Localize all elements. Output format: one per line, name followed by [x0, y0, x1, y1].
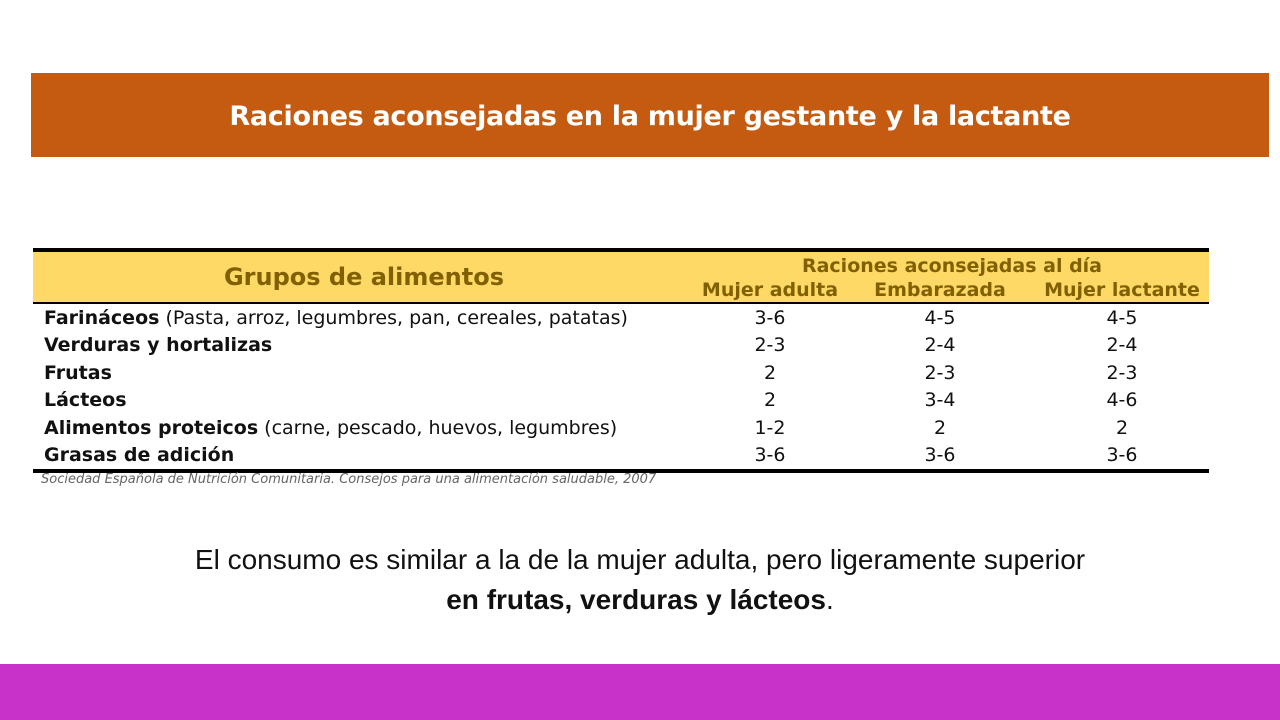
title-banner — [31, 73, 1269, 157]
lactating-value: 2-3 — [1106, 361, 1138, 384]
conclusion-period: . — [825, 584, 834, 615]
food-group-detail: (Pasta, arroz, legumbres, pan, cereales, patatas) — [159, 306, 628, 329]
pregnant-value: 2-3 — [924, 361, 956, 384]
table-body — [33, 303, 1209, 471]
food-group-detail: (carne, pescado, huevos, legumbres) — [258, 416, 618, 439]
food-group-name: Grasas de adición — [44, 444, 235, 467]
conclusion-emphasis: en frutas, verduras y lácteos — [446, 584, 826, 615]
slide-title: Raciones aconsejadas en la mujer gestante y la lactante — [229, 100, 1071, 132]
food-group-name: Farináceos — [44, 306, 160, 329]
food-group-cell — [33, 414, 695, 442]
food-group-name: Verduras y hortalizas — [44, 334, 273, 357]
column-header-lactating: Mujer lactante — [1035, 277, 1209, 303]
lactating-value: 2 — [1115, 416, 1129, 439]
food-group-cell — [33, 332, 695, 360]
table-row — [33, 303, 1209, 332]
pregnant-value: 2-4 — [924, 334, 956, 357]
column-header-pregnant: Embarazada — [845, 277, 1035, 303]
lactating-value: 2-4 — [1106, 334, 1138, 357]
column-header-adult-woman: Mujer adulta — [695, 277, 845, 303]
food-group-cell — [33, 442, 695, 472]
food-group-cell — [33, 359, 695, 387]
table-header — [33, 250, 1209, 303]
pregnant-value: 3-4 — [924, 389, 956, 412]
food-group-cell — [33, 387, 695, 415]
adult-value: 2 — [763, 389, 777, 412]
source-citation: Sociedad Española de Nutrición Comunitaria. Consejos para una alimentación saludable, 2007 — [41, 472, 657, 487]
adult-value: 2 — [763, 361, 777, 384]
food-group-name: Frutas — [44, 361, 112, 384]
pregnant-value: 4-5 — [924, 306, 956, 329]
footer-band — [0, 664, 1280, 720]
lactating-value: 4-6 — [1106, 389, 1138, 412]
adult-value: 1-2 — [754, 416, 786, 439]
table-row — [33, 332, 1209, 360]
food-groups-header: Grupos de alimentos — [33, 250, 695, 303]
table-row — [33, 387, 1209, 415]
food-group-cell — [33, 303, 695, 332]
food-group-name: Lácteos — [44, 389, 127, 412]
rations-table-container — [33, 248, 1209, 473]
table-row — [33, 442, 1209, 472]
table-row — [33, 414, 1209, 442]
conclusion-line-1: El consumo es similar a la de la mujer adulta, pero ligeramente superior — [194, 544, 1086, 575]
adult-value: 3-6 — [754, 306, 786, 329]
food-group-name: Alimentos proteicos — [44, 416, 259, 439]
conclusion-line-2 — [60, 580, 1220, 620]
pregnant-value: 3-6 — [845, 442, 1035, 472]
rations-table — [33, 248, 1209, 473]
daily-rations-header: Raciones aconsejadas al día — [695, 250, 1209, 277]
table-row — [33, 359, 1209, 387]
lactating-value: 3-6 — [1035, 442, 1209, 472]
adult-value: 3-6 — [695, 442, 845, 472]
lactating-value: 4-5 — [1106, 306, 1138, 329]
conclusion-text — [60, 540, 1220, 620]
pregnant-value: 2 — [933, 416, 947, 439]
adult-value: 2-3 — [754, 334, 786, 357]
